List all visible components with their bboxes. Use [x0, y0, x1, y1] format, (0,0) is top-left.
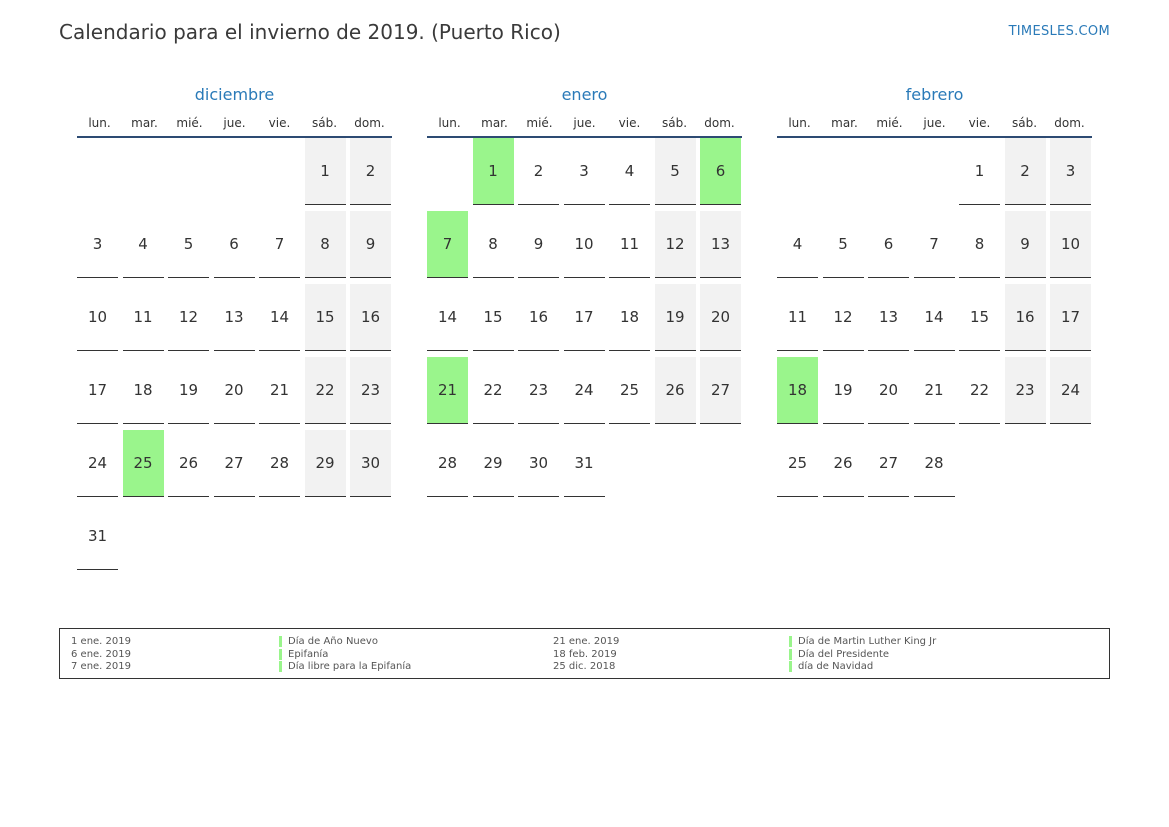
- day-cell[interactable]: 10: [1050, 211, 1091, 278]
- day-cell[interactable]: 21: [259, 357, 300, 424]
- day-cell[interactable]: 18: [123, 357, 164, 424]
- day-cell[interactable]: 2: [1005, 138, 1046, 205]
- day-cell[interactable]: 4: [777, 211, 818, 278]
- day-cell[interactable]: 25: [777, 430, 818, 497]
- day-cell[interactable]: 4: [609, 138, 650, 205]
- weekday-label: mar.: [481, 116, 508, 130]
- day-cell[interactable]: 16: [518, 284, 559, 351]
- day-cell[interactable]: 11: [123, 284, 164, 351]
- weekday-label: jue.: [223, 116, 246, 130]
- day-cell[interactable]: 5: [823, 211, 864, 278]
- weekday-label: mié.: [876, 116, 903, 130]
- day-cell[interactable]: 29: [473, 430, 514, 497]
- day-cell[interactable]: 14: [259, 284, 300, 351]
- day-cell[interactable]: 27: [700, 357, 741, 424]
- day-cell[interactable]: 13: [700, 211, 741, 278]
- day-cell[interactable]: 19: [823, 357, 864, 424]
- day-cell[interactable]: 28: [914, 430, 955, 497]
- day-cell[interactable]: 22: [473, 357, 514, 424]
- weekday-label: lun.: [438, 116, 461, 130]
- weekday-label: dom.: [1054, 116, 1085, 130]
- weekday-label: mié.: [176, 116, 203, 130]
- day-cell[interactable]: 24: [564, 357, 605, 424]
- weekday-label: mié.: [526, 116, 553, 130]
- day-cell[interactable]: 26: [823, 430, 864, 497]
- holiday-day-cell[interactable]: 18: [777, 357, 818, 424]
- day-cell[interactable]: 3: [564, 138, 605, 205]
- day-cell[interactable]: 11: [609, 211, 650, 278]
- weekday-header: [777, 116, 1092, 138]
- day-cell[interactable]: 21: [914, 357, 955, 424]
- day-cell[interactable]: 1: [959, 138, 1000, 205]
- day-cell[interactable]: 14: [427, 284, 468, 351]
- day-cell[interactable]: 9: [350, 211, 391, 278]
- day-cell[interactable]: 14: [914, 284, 955, 351]
- brand-link[interactable]: TIMESLES.COM: [1008, 24, 1110, 39]
- day-cell[interactable]: 9: [1005, 211, 1046, 278]
- day-cell[interactable]: 17: [564, 284, 605, 351]
- legend-date: 6 ene. 2019: [71, 648, 131, 660]
- day-cell[interactable]: 31: [564, 430, 605, 497]
- day-cell[interactable]: 27: [214, 430, 255, 497]
- weekday-header: [77, 116, 392, 138]
- day-cell[interactable]: 8: [959, 211, 1000, 278]
- legend-holiday-name: Epifanía: [279, 649, 328, 660]
- day-cell[interactable]: 13: [214, 284, 255, 351]
- month-name: enero: [561, 85, 608, 104]
- day-cell[interactable]: 2: [518, 138, 559, 205]
- weekday-label: vie.: [618, 116, 641, 130]
- legend-date: 21 ene. 2019: [553, 636, 620, 647]
- day-cell[interactable]: 12: [823, 284, 864, 351]
- day-cell[interactable]: 17: [1050, 284, 1091, 351]
- day-cell[interactable]: 3: [77, 211, 118, 278]
- day-cell[interactable]: 23: [350, 357, 391, 424]
- day-cell[interactable]: 17: [77, 357, 118, 424]
- legend-holiday-name: Día de Año Nuevo: [279, 636, 378, 647]
- legend-date: 25 dic. 2018: [553, 661, 616, 672]
- month-enero: [427, 84, 742, 472]
- day-cell[interactable]: 18: [609, 284, 650, 351]
- day-cell[interactable]: 8: [305, 211, 346, 278]
- day-cell[interactable]: 22: [305, 357, 346, 424]
- day-cell[interactable]: 23: [518, 357, 559, 424]
- day-cell[interactable]: 7: [914, 211, 955, 278]
- day-cell[interactable]: 27: [868, 430, 909, 497]
- weekday-label: jue.: [573, 116, 596, 130]
- weekday-label: dom.: [354, 116, 385, 130]
- legend-holiday-name: Día de Martin Luther King Jr: [789, 636, 936, 647]
- month-name: diciembre: [194, 85, 275, 104]
- weekday-label: dom.: [704, 116, 735, 130]
- holiday-day-cell[interactable]: 7: [427, 211, 468, 278]
- holiday-day-cell[interactable]: 25: [123, 430, 164, 497]
- weekday-label: sáb.: [311, 116, 338, 130]
- day-cell[interactable]: 16: [350, 284, 391, 351]
- weekday-label: lun.: [788, 116, 811, 130]
- day-cell[interactable]: 7: [259, 211, 300, 278]
- day-cell[interactable]: 31: [77, 503, 118, 570]
- holiday-legend: [59, 628, 1110, 679]
- day-cell[interactable]: 30: [518, 430, 559, 497]
- day-cell[interactable]: 12: [655, 211, 696, 278]
- day-cell[interactable]: 6: [214, 211, 255, 278]
- legend-holiday-name: día de Navidad: [789, 661, 873, 672]
- legend-date: 18 feb. 2019: [553, 648, 617, 660]
- weekday-label: vie.: [268, 116, 291, 130]
- day-cell[interactable]: 26: [655, 357, 696, 424]
- weekday-label: vie.: [968, 116, 991, 130]
- day-cell[interactable]: 20: [700, 284, 741, 351]
- day-cell[interactable]: 30: [350, 430, 391, 497]
- day-cell[interactable]: 12: [168, 284, 209, 351]
- day-cell[interactable]: 10: [77, 284, 118, 351]
- day-cell[interactable]: 15: [959, 284, 1000, 351]
- day-cell[interactable]: 26: [168, 430, 209, 497]
- legend-date: 7 ene. 2019: [71, 661, 131, 672]
- day-cell[interactable]: 20: [868, 357, 909, 424]
- day-cell[interactable]: 13: [868, 284, 909, 351]
- legend-date: 1 ene. 2019: [71, 636, 131, 647]
- day-cell[interactable]: 15: [473, 284, 514, 351]
- day-cell[interactable]: 19: [168, 357, 209, 424]
- weekday-label: mar.: [831, 116, 858, 130]
- holiday-day-cell[interactable]: 21: [427, 357, 468, 424]
- weekday-header: [427, 116, 742, 138]
- legend-holiday-name: Día del Presidente: [789, 649, 889, 660]
- page-title: Calendario para el invierno de 2019. (Puerto Rico): [59, 20, 561, 44]
- holiday-day-cell[interactable]: 6: [700, 138, 741, 205]
- weekday-label: mar.: [131, 116, 158, 130]
- day-cell[interactable]: 5: [655, 138, 696, 205]
- day-cell[interactable]: 19: [655, 284, 696, 351]
- month-name: febrero: [905, 85, 964, 104]
- day-cell[interactable]: 6: [868, 211, 909, 278]
- day-cell[interactable]: 2: [350, 138, 391, 205]
- day-cell[interactable]: 4: [123, 211, 164, 278]
- day-cell[interactable]: 23: [1005, 357, 1046, 424]
- weekday-label: sáb.: [1011, 116, 1038, 130]
- weekday-label: jue.: [923, 116, 946, 130]
- day-cell[interactable]: 20: [214, 357, 255, 424]
- month-febrero: [777, 84, 1092, 472]
- day-cell[interactable]: 1: [305, 138, 346, 205]
- day-cell[interactable]: 9: [518, 211, 559, 278]
- day-cell[interactable]: 25: [609, 357, 650, 424]
- day-cell[interactable]: 3: [1050, 138, 1091, 205]
- month-diciembre: [77, 84, 392, 545]
- day-cell[interactable]: 24: [1050, 357, 1091, 424]
- day-cell[interactable]: 28: [427, 430, 468, 497]
- day-cell[interactable]: 28: [259, 430, 300, 497]
- holiday-day-cell[interactable]: 1: [473, 138, 514, 205]
- day-cell[interactable]: 22: [959, 357, 1000, 424]
- day-cell[interactable]: 5: [168, 211, 209, 278]
- weekday-label: lun.: [88, 116, 111, 130]
- day-cell[interactable]: 24: [77, 430, 118, 497]
- day-cell[interactable]: 8: [473, 211, 514, 278]
- day-cell[interactable]: 11: [777, 284, 818, 351]
- day-cell[interactable]: 15: [305, 284, 346, 351]
- day-cell[interactable]: 10: [564, 211, 605, 278]
- day-cell[interactable]: 29: [305, 430, 346, 497]
- day-cell[interactable]: 16: [1005, 284, 1046, 351]
- legend-holiday-name: Día libre para la Epifanía: [279, 661, 411, 672]
- weekday-label: sáb.: [661, 116, 688, 130]
